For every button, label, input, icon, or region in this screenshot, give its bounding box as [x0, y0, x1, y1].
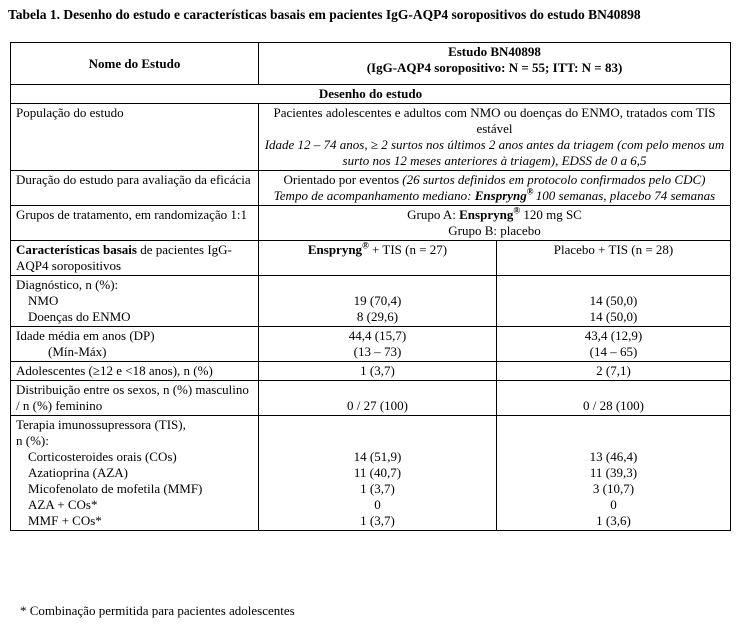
- group-a-suffix: 120 mg SC: [520, 207, 582, 222]
- table-row: [11, 104, 731, 171]
- mmf-placebo: 3 (10,7): [592, 481, 635, 496]
- table-row: [11, 276, 731, 327]
- enmo-placebo: 14 (50,0): [589, 309, 638, 324]
- azacos-drug: 0: [374, 497, 381, 512]
- baseline-header-row: [11, 241, 731, 276]
- table-row: [11, 171, 731, 206]
- nmo-label: NMO: [28, 293, 59, 308]
- nmo-placebo: 14 (50,0): [589, 293, 638, 308]
- duration-line2-d: 100 semanas, placebo 74 semanas: [535, 188, 716, 203]
- group-a-prefix: Grupo A:: [407, 207, 460, 222]
- duration-line2-a: Tempo de acompanhamento mediano:: [273, 188, 475, 203]
- age-minmax-placebo: (14 – 65): [589, 344, 638, 359]
- age-label: [11, 327, 259, 362]
- table-footnote: * Combinação permitida para pacientes adolescentes: [20, 603, 295, 618]
- tis-label-line1: Terapia imunossupressora (TIS),: [16, 417, 186, 432]
- header-study-id-line1: Estudo BN40898: [448, 44, 541, 59]
- study-design-table: [10, 42, 731, 531]
- groups-label: Grupos de tratamento, em randomização 1:1: [11, 206, 259, 241]
- mmf-label: Micofenolato de mofetila (MMF): [28, 481, 203, 496]
- baseline-label-bold: Características basais: [16, 242, 137, 257]
- duration-line2-reg: ®: [526, 186, 536, 197]
- population-value: [259, 104, 731, 171]
- duration-line1: [264, 172, 725, 188]
- mmfcos-placebo: 1 (3,6): [596, 513, 631, 528]
- age-minmax-label: (Mín-Máx): [48, 344, 107, 359]
- duration-line1-b: (26 surtos definidos em protocolo confirmados pelo CDC): [402, 172, 706, 187]
- age-drug-values: [259, 327, 497, 362]
- mmfcos-label: MMF + COs*: [28, 513, 102, 528]
- duration-line2-drug: Enspryng: [474, 188, 527, 203]
- tis-label: [11, 416, 259, 531]
- age-mean-label: Idade média em anos (DP): [16, 328, 155, 343]
- header-study-id: [259, 43, 731, 85]
- baseline-col-drug: [259, 241, 497, 276]
- header-study-id-line2: (IgG-AQP4 soropositivo: N = 55; ITT: N = 83): [366, 60, 623, 75]
- adolescents-placebo: 2 (7,1): [497, 362, 731, 381]
- diagnosis-placebo-values: [497, 276, 731, 327]
- nmo-drug: 19 (70,4): [353, 293, 402, 308]
- age-mean-drug: 44,4 (15,7): [348, 328, 407, 343]
- mmfcos-drug: 1 (3,7): [360, 513, 395, 528]
- age-placebo-values: [497, 327, 731, 362]
- group-a-drug: Enspryng: [459, 207, 514, 222]
- duration-line2: [264, 188, 725, 204]
- baseline-col-placebo: Placebo + TIS (n = 28): [497, 241, 731, 276]
- baseline-col-drug-name: Enspryng: [307, 242, 363, 257]
- group-a-reg: ®: [513, 205, 521, 216]
- diagnosis-drug-values: [259, 276, 497, 327]
- duration-label: Duração do estudo para avaliação da eficácia: [11, 171, 259, 206]
- header-study-name: Nome do Estudo: [11, 43, 259, 85]
- aza-placebo: 11 (39,3): [589, 465, 638, 480]
- enmo-drug: 8 (29,6): [356, 309, 399, 324]
- group-b: Grupo B: placebo: [448, 223, 541, 238]
- table-row: [11, 362, 731, 381]
- section-title-design: Desenho do estudo: [11, 85, 731, 104]
- baseline-col-drug-reg: ®: [362, 240, 369, 251]
- table-header-row: [11, 43, 731, 85]
- table-row: [11, 416, 731, 531]
- adolescents-label: Adolescentes (≥12 e <18 anos), n (%): [11, 362, 259, 381]
- adolescents-drug: 1 (3,7): [259, 362, 497, 381]
- age-mean-placebo: 43,4 (12,9): [584, 328, 643, 343]
- baseline-label-rest: de pacientes IgG-AQP4 soropositivos: [16, 242, 232, 273]
- table-row: [11, 381, 731, 416]
- diag-label: Diagnóstico, n (%):: [16, 277, 119, 292]
- aza-drug: 11 (40,7): [353, 465, 402, 480]
- baseline-label: [11, 241, 259, 276]
- population-line2: Idade 12 – 74 anos, ≥ 2 surtos nos últimos 2 anos antes da triagem (com pelo menos um surto nos 12 meses anteriores à triagem), EDSS de 0 a 6,5: [264, 137, 725, 168]
- cos-label: Corticosteroides orais (COs): [28, 449, 177, 464]
- duration-line1-a: Orientado por eventos: [283, 172, 403, 187]
- table-row: [11, 206, 731, 241]
- cos-placebo: 13 (46,4): [589, 449, 638, 464]
- population-label: População do estudo: [11, 104, 259, 171]
- tis-drug-values: [259, 416, 497, 531]
- table-row: [11, 327, 731, 362]
- sex-placebo: 0 / 28 (100): [497, 381, 731, 416]
- baseline-col-drug-rest: + TIS (n = 27): [368, 242, 448, 257]
- mmf-drug: 1 (3,7): [360, 481, 395, 496]
- sex-label: Distribuição entre os sexos, n (%) masculino / n (%) feminino: [11, 381, 259, 416]
- table-caption: Tabela 1. Desenho do estudo e características basais em pacientes IgG-AQP4 soropositivos do estudo BN40898: [8, 7, 641, 22]
- groups-value: [259, 206, 731, 241]
- tis-label-line2: n (%):: [16, 433, 49, 448]
- aza-label: Azatioprina (AZA): [28, 465, 128, 480]
- section-row-design: [11, 85, 731, 104]
- group-a: [264, 207, 725, 223]
- cos-drug: 14 (51,9): [353, 449, 402, 464]
- tis-placebo-values: [497, 416, 731, 531]
- duration-value: [259, 171, 731, 206]
- age-minmax-drug: (13 – 73): [353, 344, 402, 359]
- azacos-placebo: 0: [610, 497, 617, 512]
- population-line1: Pacientes adolescentes e adultos com NMO ou doenças do ENMO, tratados com TIS estável: [273, 105, 716, 136]
- diagnosis-label: [11, 276, 259, 327]
- azacos-label: AZA + COs*: [28, 497, 98, 512]
- sex-drug: 0 / 27 (100): [259, 381, 497, 416]
- enmo-label: Doenças do ENMO: [28, 309, 131, 324]
